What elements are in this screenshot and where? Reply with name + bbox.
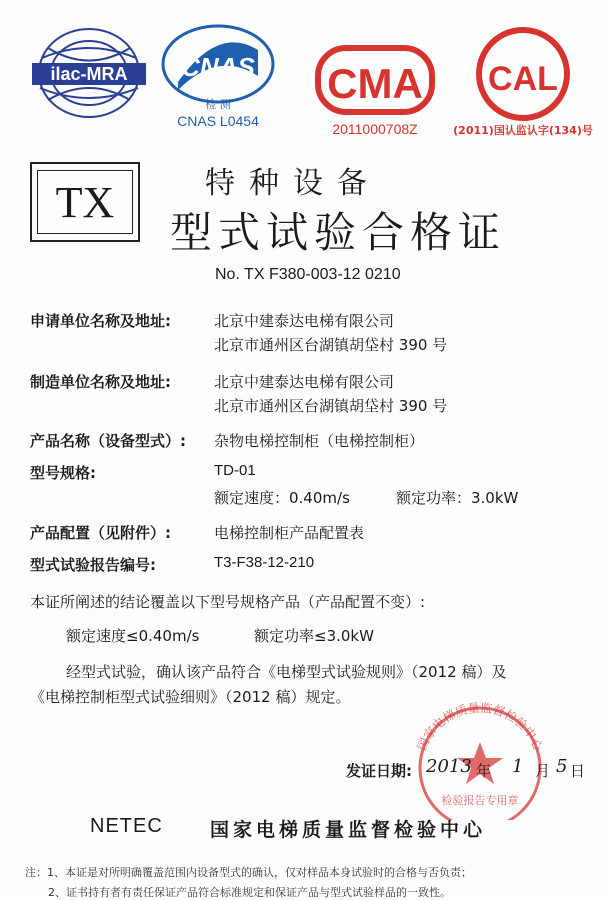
cma-logo xyxy=(310,42,440,140)
org-abbr: NETEC xyxy=(90,815,163,837)
issue-month: 1 xyxy=(512,756,524,777)
issue-year: 2013 xyxy=(426,756,472,777)
product-label: 产品名称（设备型式）: xyxy=(30,432,186,450)
rated-power: 额定功率：3.0kW xyxy=(396,489,519,507)
config-value: 电梯控制柜产品配置表 xyxy=(214,524,365,542)
official-seal xyxy=(400,690,560,820)
issue-month-suffix: 月 xyxy=(535,762,551,780)
conclusion-line2: 《电梯控制柜型式试验细则》（2012 稿）规定。 xyxy=(30,688,351,706)
seal-sub: 检验报告专用章 xyxy=(441,794,519,807)
note-1: 注：1、本证是对所明确覆盖范围内设备型式的确认，仅对样品本身试验时的合格与否负责； xyxy=(25,866,472,879)
conclusion-line1: 经型式试验，确认该产品符合《电梯型式试验规则》（2012 稿）及 xyxy=(66,663,507,681)
config-label: 产品配置（见附件）: xyxy=(30,524,171,542)
tx-badge-label: TX xyxy=(37,170,133,234)
coverage-speed: 额定速度≤0.40m/s xyxy=(66,627,200,645)
model-label: 型号规格: xyxy=(30,464,96,482)
issue-day: 5 xyxy=(556,756,568,777)
coverage-statement: 本证所阐述的结论覆盖以下型号规格产品（产品配置不变）: xyxy=(30,593,426,611)
cnas-code: CNAS L0454 xyxy=(177,113,259,129)
note-2: 2、证书持有者有责任保证产品符合标准规定和保证产品与型式试验样品的一致性。 xyxy=(48,886,451,899)
ilac-label: ilac-MRA xyxy=(50,64,128,84)
report-value: T3-F38-12-210 xyxy=(214,554,315,571)
cma-label: CMA xyxy=(327,60,423,107)
ilac-mra-logo xyxy=(28,18,150,128)
rated-speed: 额定速度：0.40m/s xyxy=(214,489,350,507)
applicant-address: 北京市通州区台湖镇胡垈村 390 号 xyxy=(214,336,448,354)
org-name: 国家电梯质量监督检验中心 xyxy=(210,819,487,841)
cnas-logo xyxy=(158,20,278,132)
cal-code: (2011)国认监认字(134)号 xyxy=(453,124,593,137)
maker-name: 北京中建泰达电梯有限公司 xyxy=(214,373,395,391)
cnas-label: CNAS xyxy=(181,52,255,82)
tx-badge xyxy=(30,162,140,242)
cnas-sub: 检 测 xyxy=(205,98,231,111)
issue-year-suffix: 年 xyxy=(476,762,492,780)
applicant-label: 申请单位名称及地址: xyxy=(30,312,171,330)
applicant-name: 北京中建泰达电梯有限公司 xyxy=(214,312,395,330)
issue-day-suffix: 日 xyxy=(570,762,586,780)
seal-text: 国家电梯质量监督检验中心 xyxy=(414,700,546,753)
certificate-number: No. TX F380-003-12 0210 xyxy=(215,266,401,283)
cal-logo xyxy=(448,22,598,140)
report-label: 型式试验报告编号: xyxy=(30,556,156,574)
model-value: TD-01 xyxy=(214,462,256,479)
cal-label: CAL xyxy=(488,60,558,98)
title-line1: 特种设备 xyxy=(205,166,381,201)
title-line2: 型式试验合格证 xyxy=(170,208,507,257)
issue-date-label: 发证日期: xyxy=(346,762,412,780)
product-value: 杂物电梯控制柜（电梯控制柜） xyxy=(214,432,425,450)
maker-address: 北京市通州区台湖镇胡垈村 390 号 xyxy=(214,397,448,415)
cma-code: 2011000708Z xyxy=(332,121,418,137)
maker-label: 制造单位名称及地址: xyxy=(30,373,171,391)
coverage-power: 额定功率≤3.0kW xyxy=(254,627,374,645)
